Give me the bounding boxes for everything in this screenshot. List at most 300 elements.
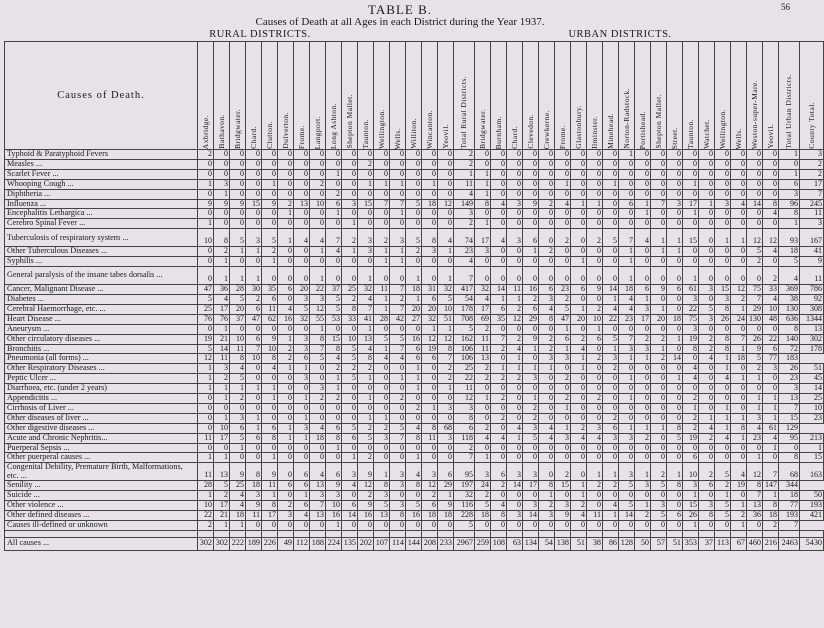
table-cell: 2	[454, 219, 475, 229]
table-cell: 17	[523, 481, 539, 491]
table-cell: 7	[619, 229, 635, 247]
table-cell: 1	[390, 209, 406, 219]
total-cell: 189	[246, 537, 262, 550]
table-cell: 2	[214, 247, 230, 257]
table-cell: 14	[214, 344, 230, 354]
table-cell: 32	[294, 314, 310, 324]
table-cell: 2	[635, 433, 651, 443]
table-cell: 0	[635, 384, 651, 394]
table-cell: 1	[374, 247, 390, 257]
table-cell: 6	[491, 463, 507, 481]
table-cell: 15	[358, 199, 374, 209]
column-header-label: Watchet.	[701, 119, 711, 149]
spacer-cell	[587, 530, 603, 537]
cause-label: Other Tuberculous Diseases ...	[5, 247, 198, 257]
cause-label: Other circulatory diseases ...	[5, 334, 198, 344]
table-cell: 2	[587, 394, 603, 404]
table-row	[5, 179, 824, 189]
table-cell: 6	[683, 453, 699, 463]
table-cell: 0	[374, 267, 390, 285]
table-cell: 6	[603, 423, 619, 433]
table-cell: 3	[523, 423, 539, 433]
table-cell: 4	[262, 364, 278, 374]
table-cell: 1	[635, 199, 651, 209]
table-cell: 0	[523, 209, 539, 219]
table-cell: 9	[358, 463, 374, 481]
table-cell: 5	[390, 423, 406, 433]
table-cell: 7	[326, 229, 342, 247]
table-cell: 369	[779, 285, 800, 295]
table-cell: 0	[523, 169, 539, 179]
table-cell: 2	[491, 413, 507, 423]
table-cell: 4	[587, 433, 603, 443]
table-cell: 12	[763, 229, 779, 247]
table-cell: 0	[326, 257, 342, 267]
table-cell: 92	[800, 294, 824, 304]
table-cell: 0	[374, 374, 390, 384]
table-cell: 6	[422, 294, 438, 304]
table-cell: 1	[763, 413, 779, 423]
cause-label: Bronchitis ...	[5, 344, 198, 354]
spacer-cell	[619, 530, 635, 537]
spacer-cell	[454, 530, 475, 537]
table-cell: 0	[635, 189, 651, 199]
table-cell: 4	[475, 433, 491, 443]
column-header	[587, 42, 603, 150]
table-cell: 1	[683, 521, 699, 531]
table-cell: 33	[342, 314, 358, 324]
totals-row	[5, 537, 824, 550]
table-cell: 5	[699, 304, 715, 314]
table-cell: 29	[523, 314, 539, 324]
table-cell: 2	[475, 491, 491, 501]
table-cell: 1	[358, 179, 374, 189]
table-cell: 0	[198, 267, 214, 285]
table-cell: 3	[454, 209, 475, 219]
table-cell: 0	[715, 257, 731, 267]
spacer-cell	[747, 530, 763, 537]
table-cell: 130	[779, 304, 800, 314]
table-cell: 0	[438, 521, 454, 531]
table-cell: 2	[491, 374, 507, 384]
total-cell: 135	[342, 537, 358, 550]
table-cell: 3	[555, 354, 571, 364]
table-cell: 0	[390, 443, 406, 453]
table-cell: 0	[491, 169, 507, 179]
table-cell: 4	[294, 229, 310, 247]
table-cell: 1	[651, 247, 667, 257]
table-cell: 18	[438, 511, 454, 521]
table-cell: 0	[635, 150, 651, 160]
column-header-label: Shepton Mallet.	[653, 94, 663, 149]
table-cell: 1	[278, 364, 294, 374]
table-cell: 1	[763, 443, 779, 453]
table-cell: 5	[326, 304, 342, 314]
table-cell: 2	[763, 267, 779, 285]
table-cell: 0	[699, 189, 715, 199]
table-cell: 0	[651, 159, 667, 169]
table-cell: 4	[374, 354, 390, 364]
column-header-label: Chard.	[509, 126, 519, 149]
table-cell: 3	[422, 247, 438, 257]
table-cell: 5	[747, 354, 763, 364]
table-cell: 0	[406, 209, 422, 219]
table-cell: 8	[342, 304, 358, 314]
table-cell: 0	[342, 150, 358, 160]
table-cell: 17	[262, 511, 278, 521]
table-cell: 7	[779, 521, 800, 531]
table-cell: 10	[800, 403, 824, 413]
table-cell: 1	[699, 199, 715, 209]
table-cell: 0	[539, 403, 555, 413]
table-cell: 1	[406, 453, 422, 463]
table-cell: 0	[475, 150, 491, 160]
table-cell: 0	[763, 374, 779, 384]
table-cell: 8	[715, 344, 731, 354]
table-cell: 2	[539, 501, 555, 511]
table-cell: 0	[523, 443, 539, 453]
table-cell: 6	[587, 334, 603, 344]
table-cell: 0	[278, 267, 294, 285]
table-cell: 13	[374, 511, 390, 521]
column-header-label: Ilminster.	[589, 116, 599, 149]
table-cell: 1	[699, 413, 715, 423]
table-cell: 5	[779, 257, 800, 267]
table-cell: 1	[374, 413, 390, 423]
table-cell: 7	[747, 491, 763, 501]
table-cell: 4	[491, 433, 507, 443]
column-header-label: Weston-super-Mare.	[749, 79, 759, 149]
table-cell: 5	[406, 501, 422, 511]
table-cell: 0	[422, 413, 438, 423]
table-cell: 0	[619, 491, 635, 501]
table-cell: 16	[358, 511, 374, 521]
table-cell: 0	[571, 267, 587, 285]
cause-label: Puerperal Sepsis ...	[5, 443, 198, 453]
table-cell: 0	[278, 324, 294, 334]
table-cell: 2	[763, 521, 779, 531]
table-cell: 0	[422, 159, 438, 169]
table-cell: 5	[214, 481, 230, 491]
table-cell: 17	[214, 304, 230, 314]
table-cell: 69	[475, 314, 491, 324]
table-cell: 0	[699, 294, 715, 304]
table-cell: 6	[294, 501, 310, 511]
table-cell: 0	[587, 267, 603, 285]
table-cell: 1	[619, 267, 635, 285]
table-cell: 5	[342, 374, 358, 384]
table-cell: 13	[747, 501, 763, 511]
table-cell: 96	[779, 199, 800, 209]
table-cell: 11	[587, 511, 603, 521]
table-cell: 0	[763, 150, 779, 160]
table-cell: 0	[731, 384, 747, 394]
table-cell: 3	[246, 491, 262, 501]
column-header	[491, 42, 507, 150]
table-cell: 7	[619, 334, 635, 344]
table-cell: 0	[230, 257, 246, 267]
table-cell: 51	[438, 314, 454, 324]
table-cell: 1	[475, 169, 491, 179]
table-cell: 1	[262, 257, 278, 267]
cause-label: Encephalitis Lethargica ...	[5, 209, 198, 219]
table-cell: 1	[731, 304, 747, 314]
column-header	[800, 42, 824, 150]
table-cell: 8	[779, 324, 800, 334]
table-cell: 1	[603, 344, 619, 354]
table-cell: 5	[262, 229, 278, 247]
table-cell: 0	[731, 453, 747, 463]
spacer-cell	[779, 530, 800, 537]
table-cell: 0	[747, 179, 763, 189]
table-cell: 1	[619, 354, 635, 364]
table-cell: 3	[310, 384, 326, 394]
spacer-cell	[507, 530, 523, 537]
table-cell: 0	[491, 179, 507, 189]
table-cell: 0	[635, 169, 651, 179]
table-cell: 0	[715, 189, 731, 199]
table-cell: 2	[507, 334, 523, 344]
table-cell: 0	[278, 394, 294, 404]
table-cell: 8	[539, 481, 555, 491]
total-cell: 86	[603, 537, 619, 550]
table-cell: 0	[571, 463, 587, 481]
table-cell: 0	[246, 324, 262, 334]
table-cell: 0	[603, 384, 619, 394]
table-cell: 0	[587, 294, 603, 304]
table-cell: 0	[667, 294, 683, 304]
table-cell: 1	[747, 403, 763, 413]
table-cell: 0	[294, 267, 310, 285]
table-cell: 35	[262, 285, 278, 295]
table-cell: 0	[555, 159, 571, 169]
table-cell: 3	[539, 354, 555, 364]
table-cell: 193	[779, 511, 800, 521]
table-cell: 0	[491, 219, 507, 229]
table-cell: 3	[619, 463, 635, 481]
table-cell: 0	[198, 247, 214, 257]
table-cell: 3	[390, 481, 406, 491]
table-cell: 0	[278, 150, 294, 160]
table-cell: 0	[747, 384, 763, 394]
table-cell: 7	[390, 304, 406, 314]
table-cell: 1	[326, 209, 342, 219]
table-cell: 0	[571, 324, 587, 334]
table-cell: 4	[310, 229, 326, 247]
table-cell: 2	[651, 463, 667, 481]
table-cell: 2	[278, 354, 294, 364]
cause-label: Typhoid & Paratyphoid Fevers	[5, 150, 198, 160]
table-cell: 4	[310, 463, 326, 481]
table-cell: 0	[214, 159, 230, 169]
table-cell: 0	[603, 453, 619, 463]
table-cell: 0	[587, 491, 603, 501]
table-cell: 0	[507, 159, 523, 169]
table-cell: 344	[779, 481, 800, 491]
table-cell: 3	[214, 364, 230, 374]
table-cell: 0	[294, 247, 310, 257]
table-cell: 0	[475, 521, 491, 531]
table-cell: 0	[699, 403, 715, 413]
table-cell: 0	[358, 443, 374, 453]
table-cell: 47	[246, 314, 262, 324]
table-cell: 1	[198, 179, 214, 189]
table-cell: 4	[619, 304, 635, 314]
table-cell: 0	[422, 394, 438, 404]
table-cell: 11	[198, 463, 214, 481]
table-cell: 6	[278, 481, 294, 491]
table-cell: 1	[571, 199, 587, 209]
table-cell: 183	[779, 354, 800, 364]
table-cell: 0	[587, 384, 603, 394]
total-cell: 202	[358, 537, 374, 550]
table-cell: 0	[571, 229, 587, 247]
table-cell: 0	[603, 374, 619, 384]
table-cell: 0	[390, 364, 406, 374]
total-cell: 353	[683, 537, 699, 550]
table-cell: 3	[507, 229, 523, 247]
column-header-label: Minehead.	[605, 113, 615, 149]
table-cell: 0	[507, 521, 523, 531]
table-cell: 0	[491, 354, 507, 364]
table-cell: 1	[374, 304, 390, 314]
table-cell: 0	[555, 209, 571, 219]
table-cell: 0	[731, 403, 747, 413]
table-cell: 0	[763, 179, 779, 189]
table-cell: 5	[715, 501, 731, 511]
spacer-cell	[390, 530, 406, 537]
table-cell: 0	[523, 159, 539, 169]
table-cell: 0	[731, 150, 747, 160]
table-cell: 2	[683, 423, 699, 433]
column-header-label: County Total.	[806, 102, 816, 149]
table-cell: 0	[635, 219, 651, 229]
table-cell: 4	[507, 423, 523, 433]
table-row	[5, 285, 824, 295]
table-cell: 2	[555, 294, 571, 304]
table-cell: 4	[358, 294, 374, 304]
table-cell: 0	[731, 257, 747, 267]
table-cell: 0	[342, 189, 358, 199]
table-cell: 4	[326, 247, 342, 257]
table-cell: 2	[198, 150, 214, 160]
table-cell: 0	[667, 209, 683, 219]
total-cell: 460	[747, 537, 763, 550]
table-cell: 0	[198, 394, 214, 404]
column-header-label: Williton.	[408, 118, 418, 149]
table-cell: 0	[342, 209, 358, 219]
table-cell: 0	[422, 257, 438, 267]
column-header	[262, 42, 278, 150]
total-cell: 302	[214, 537, 230, 550]
table-cell: 162	[454, 334, 475, 344]
table-cell: 9	[214, 199, 230, 209]
table-cell: 16	[406, 334, 422, 344]
table-cell: 6	[246, 304, 262, 314]
table-cell: 2	[800, 169, 824, 179]
table-cell: 0	[374, 219, 390, 229]
table-cell: 0	[651, 209, 667, 219]
table-cell: 0	[278, 159, 294, 169]
table-cell: 32	[475, 285, 491, 295]
table-cell: 0	[438, 413, 454, 423]
cause-label: Scarlet Fever ...	[5, 169, 198, 179]
table-cell: 0	[715, 247, 731, 257]
table-cell: 1	[214, 324, 230, 334]
table-cell: 3	[374, 491, 390, 501]
column-header	[390, 42, 406, 150]
total-cell: 208	[422, 537, 438, 550]
table-cell: 77	[779, 501, 800, 511]
table-cell: 10	[214, 423, 230, 433]
table-cell: 0	[587, 344, 603, 354]
table-cell: 0	[699, 364, 715, 374]
table-cell: 2	[715, 481, 731, 491]
column-header	[475, 42, 491, 150]
table-cell: 0	[571, 294, 587, 304]
table-cell: 12	[422, 334, 438, 344]
table-row	[5, 294, 824, 304]
table-cell: 1	[374, 179, 390, 189]
table-cell: 0	[523, 521, 539, 531]
table-cell: 3	[779, 189, 800, 199]
table-cell: 8	[763, 199, 779, 209]
table-cell: 7	[390, 285, 406, 295]
table-cell: 1	[619, 247, 635, 257]
table-cell: 163	[800, 463, 824, 481]
table-cell: 2	[571, 423, 587, 433]
table-cell: 0	[278, 169, 294, 179]
table-cell: 0	[198, 413, 214, 423]
column-header-label: Total Rural Districts.	[459, 76, 469, 149]
table-cell: 0	[406, 324, 422, 334]
table-cell: 17	[800, 179, 824, 189]
table-cell: 0	[406, 443, 422, 453]
table-cell: 20	[651, 314, 667, 324]
table-cell: 0	[507, 413, 523, 423]
table-cell: 0	[667, 364, 683, 374]
table-cell: 6	[262, 423, 278, 433]
table-cell: 41	[800, 247, 824, 257]
table-cell: 4	[278, 304, 294, 314]
table-cell: 0	[491, 453, 507, 463]
table-cell: 3	[390, 229, 406, 247]
table-cell: 0	[603, 169, 619, 179]
table-cell: 6	[571, 285, 587, 295]
table-cell: 7	[246, 344, 262, 354]
table-cell: 8	[779, 209, 800, 219]
table-cell: 0	[406, 169, 422, 179]
spacer-cell	[278, 530, 294, 537]
table-cell: 0	[715, 150, 731, 160]
table-cell: 3	[475, 247, 491, 257]
table-cell: 0	[651, 294, 667, 304]
table-row	[5, 219, 824, 229]
table-cell: 0	[699, 159, 715, 169]
table-cell: 8	[491, 511, 507, 521]
table-cell: 1	[603, 294, 619, 304]
table-cell: 15	[683, 229, 699, 247]
table-row	[5, 453, 824, 463]
table-cell: 0	[603, 150, 619, 160]
table-cell: 0	[539, 413, 555, 423]
table-cell: 7	[651, 199, 667, 209]
table-cell: 2	[278, 501, 294, 511]
table-cell: 0	[310, 189, 326, 199]
table-cell: 1	[555, 179, 571, 189]
table-cell: 76	[214, 314, 230, 324]
table-cell: 1	[731, 433, 747, 443]
